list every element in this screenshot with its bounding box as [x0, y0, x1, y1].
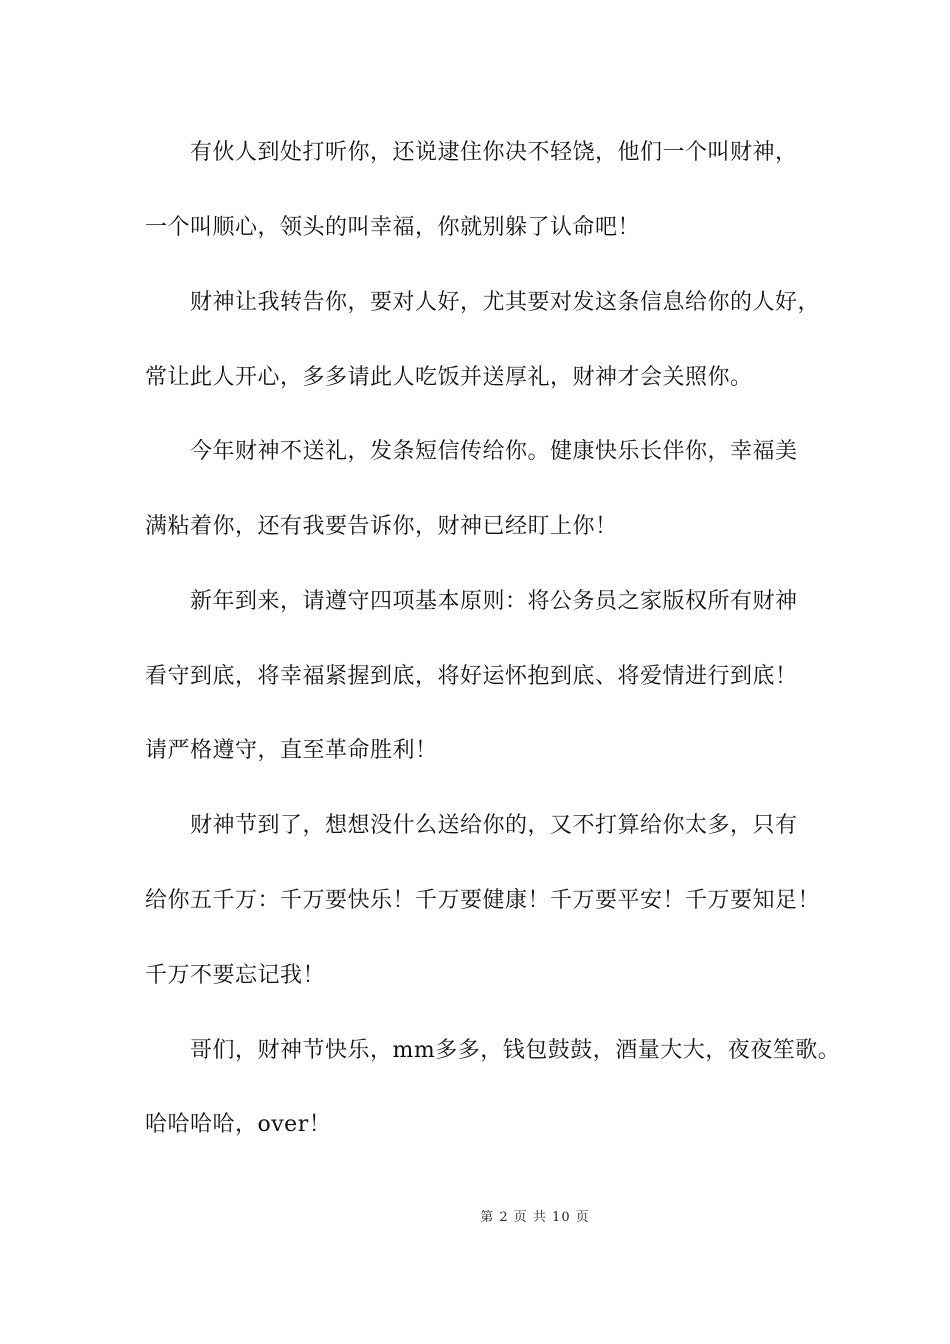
paragraph-line: 看守到底，将幸福紧握到底，将好运怀抱到底、将爱情进行到底！ [145, 664, 798, 689]
paragraph-line: 满粘着你，还有我要告诉你，财神已经盯上你！ [145, 514, 618, 539]
paragraph-line: 财神节到了，想想没什么送给你的，又不打算给你太多，只有 [190, 813, 798, 838]
paragraph-line: 一个叫顺心，领头的叫幸福，你就别躲了认命吧！ [145, 215, 641, 240]
paragraph-line: 新年到来，请遵守四项基本原则：将公务员之家版权所有财神 [190, 589, 798, 614]
paragraph-line: 常让此人开心，多多请此人吃饭并送厚礼，财神才会关照你。 [145, 365, 753, 390]
paragraph-line: 今年财神不送礼，发条短信传给你。健康快乐长伴你，幸福美 [190, 439, 798, 464]
paragraph-line: 千万不要忘记我！ [145, 963, 326, 988]
paragraph-line: 请严格遵守，直至革命胜利！ [145, 738, 438, 763]
paragraph-line: 哥们，财神节快乐，mm多多，钱包鼓鼓，酒量大大，夜夜笙歌。 [190, 1038, 841, 1063]
paragraph-line: 有伙人到处打听你，还说逮住你决不轻饶，他们一个叫财神， [190, 140, 798, 165]
page-number-footer: 第 2 页 共 10 页 [480, 1210, 590, 1225]
paragraph-line: 给你五千万：千万要快乐！千万要健康！千万要平安！千万要知足！ [145, 888, 821, 913]
paragraph-line: 财神让我转告你，要对人好，尤其要对发这条信息给你的人好， [190, 290, 821, 315]
paragraph-line: 哈哈哈哈，over！ [145, 1112, 332, 1137]
